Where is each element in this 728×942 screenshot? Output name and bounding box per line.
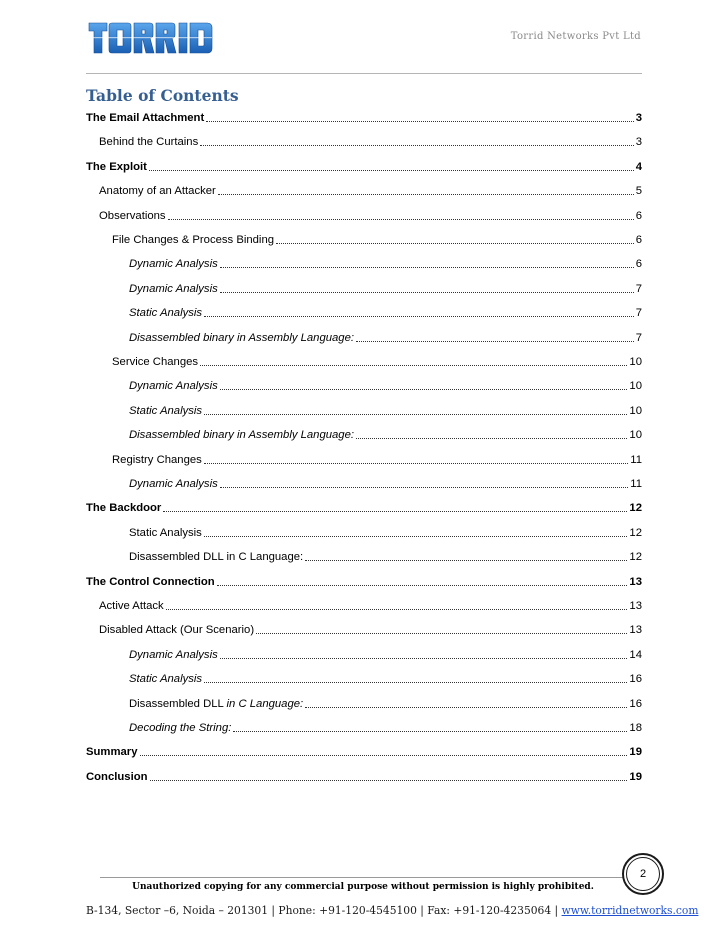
toc-entry-title: Static Analysis [129,526,202,539]
footer-divider [100,877,630,878]
toc-entry[interactable] [129,255,642,271]
toc-entry-title: Dynamic Analysis [129,258,218,271]
toc-entry[interactable] [129,548,642,564]
toc-title: Table of Contents [86,86,239,105]
toc-entry-title: Disassembled binary in Assembly Language: [129,429,355,442]
toc-entry[interactable] [86,499,642,515]
toc-entry-title: Registry Changes [112,453,202,466]
toc-entry[interactable] [129,695,642,711]
toc-entry-title: Decoding the String: [129,722,232,734]
toc-entry[interactable] [86,768,642,784]
toc-entry[interactable] [129,329,642,345]
toc-entry-title: File Changes & Process Binding [112,234,275,246]
dot-leader [305,559,627,561]
company-name: Torrid Networks Pvt Ltd [510,31,641,42]
toc-entry-page: 7 [635,331,642,344]
toc-entry[interactable] [129,402,642,418]
dot-leader [218,193,634,195]
toc-entry[interactable] [129,304,642,320]
toc-entry[interactable] [129,670,642,686]
toc-entry-page: 10 [629,429,642,442]
toc-entry-title: Dynamic Analysis [129,478,218,490]
toc-entry[interactable] [129,646,642,662]
dot-leader [206,120,633,122]
torrid-logo [88,20,214,56]
toc-entry-title: Static Analysis [129,307,203,320]
toc-entry-title: Dynamic Analysis [129,282,218,295]
toc-entry-title: Summary [86,746,138,759]
toc-entry-page: 16 [629,697,642,710]
toc-entry-title: Active Attack [99,600,164,612]
dot-leader [166,608,628,610]
toc-entry-title: Static Analysis [129,673,203,686]
toc-entry-page: 6 [635,209,642,222]
dot-leader [217,584,628,586]
toc-entry-page: 19 [629,746,642,759]
toc-entry-title: The Email Attachment [86,112,205,124]
dot-leader [200,144,633,146]
toc-entry[interactable] [99,182,642,198]
dot-leader [220,291,634,293]
toc-entry-page: 7 [635,282,642,295]
website-link[interactable]: www.torridnetworks.com [561,904,699,917]
toc-entry-title: The Control Connection [86,575,215,588]
dot-leader [204,681,627,683]
toc-entry[interactable] [129,426,642,442]
dot-leader [150,779,628,781]
toc-entry-page: 16 [629,673,642,686]
toc-entry-page: 12 [629,551,642,564]
toc-entry-page: 13 [629,575,642,588]
toc-entry-page: 10 [629,356,642,368]
toc-entry-page: 11 [630,478,642,490]
toc-entry[interactable] [99,207,642,223]
toc-entry-page: 4 [635,160,642,173]
dot-leader [204,462,628,464]
toc-entry[interactable] [129,280,642,296]
toc-entry-page: 10 [629,404,642,417]
toc-entry-page: 13 [629,600,642,612]
dot-leader [220,266,634,268]
toc-entry-page: 7 [635,307,642,320]
dot-leader [276,242,634,244]
dot-leader [220,486,629,488]
dot-leader [163,510,627,512]
toc-entry-title: The Exploit [86,160,147,173]
toc-entry-page: 12 [629,526,642,539]
dot-leader [140,754,628,756]
toc-entry-title: Dynamic Analysis [129,380,218,393]
toc-entry[interactable] [112,451,642,467]
toc-entry-page: 10 [629,380,642,393]
toc-entry[interactable] [129,524,642,540]
toc-entry-page: 5 [635,185,642,198]
toc-entry-title: Disassembled DLL in C Language: [129,697,304,710]
toc-entry[interactable] [129,475,642,491]
toc-entry[interactable] [129,377,642,393]
dot-leader [204,413,627,415]
toc-entry[interactable] [99,133,642,149]
dot-leader [149,169,634,171]
dot-leader [200,364,627,366]
toc-entry-page: 12 [629,502,642,515]
toc-entry-page: 6 [635,234,642,246]
dot-leader [168,218,634,220]
toc-entry-title: Observations [99,209,166,222]
toc-entry[interactable] [112,353,642,369]
toc-entry-page: 11 [630,453,642,466]
toc-entry-page: 3 [635,136,642,149]
toc-entry-page: 3 [635,112,642,124]
dot-leader [220,388,628,390]
dot-leader [204,535,628,537]
toc-entry[interactable] [99,597,642,613]
toc-entry-title: Anatomy of an Attacker [99,185,216,198]
toc-entry-title: The Backdoor [86,502,162,515]
header-divider [86,73,642,74]
toc-entry-page: 6 [635,258,642,271]
page-number: 2 [639,868,647,880]
toc-entry[interactable] [112,231,642,247]
toc-entry-title: Service Changes [112,356,199,368]
toc-entry-title: Behind the Curtains [99,136,199,149]
toc-entry[interactable] [86,158,642,174]
dot-leader [256,632,627,634]
dot-leader [305,706,627,708]
toc-entry-page: 13 [629,624,642,637]
toc-entry-title: Disassembled DLL in C Language: [129,551,304,564]
toc-entry-title: Disassembled binary in Assembly Language: [129,331,355,344]
toc-entry-page: 19 [629,770,642,783]
toc-entry[interactable] [86,573,642,589]
dot-leader [233,730,627,732]
company-address [86,904,699,917]
toc-entry-page: 14 [629,648,642,661]
toc-entry[interactable] [86,743,642,759]
toc-entry-title: Disabled Attack (Our Scenario) [99,624,255,637]
dot-leader [220,657,628,659]
copyright-disclaimer: Unauthorized copying for any commercial purpose without permission is highly prohibited. [132,882,594,892]
toc-entry[interactable] [86,109,642,125]
toc-entry-title: Dynamic Analysis [129,648,218,661]
toc-entry-page: 18 [629,722,642,734]
address-text: B-134, Sector –6, Noida – 201301 | Phone: +91-120-4545100 | Fax: +91-120-4235064 | [86,904,562,917]
dot-leader [356,437,627,439]
toc-entry[interactable] [129,719,642,735]
dot-leader [204,315,634,317]
dot-leader [356,340,634,342]
toc-entry[interactable] [99,621,642,637]
toc-entry-title: Conclusion [86,770,148,783]
toc-entry-title: Static Analysis [129,404,203,417]
